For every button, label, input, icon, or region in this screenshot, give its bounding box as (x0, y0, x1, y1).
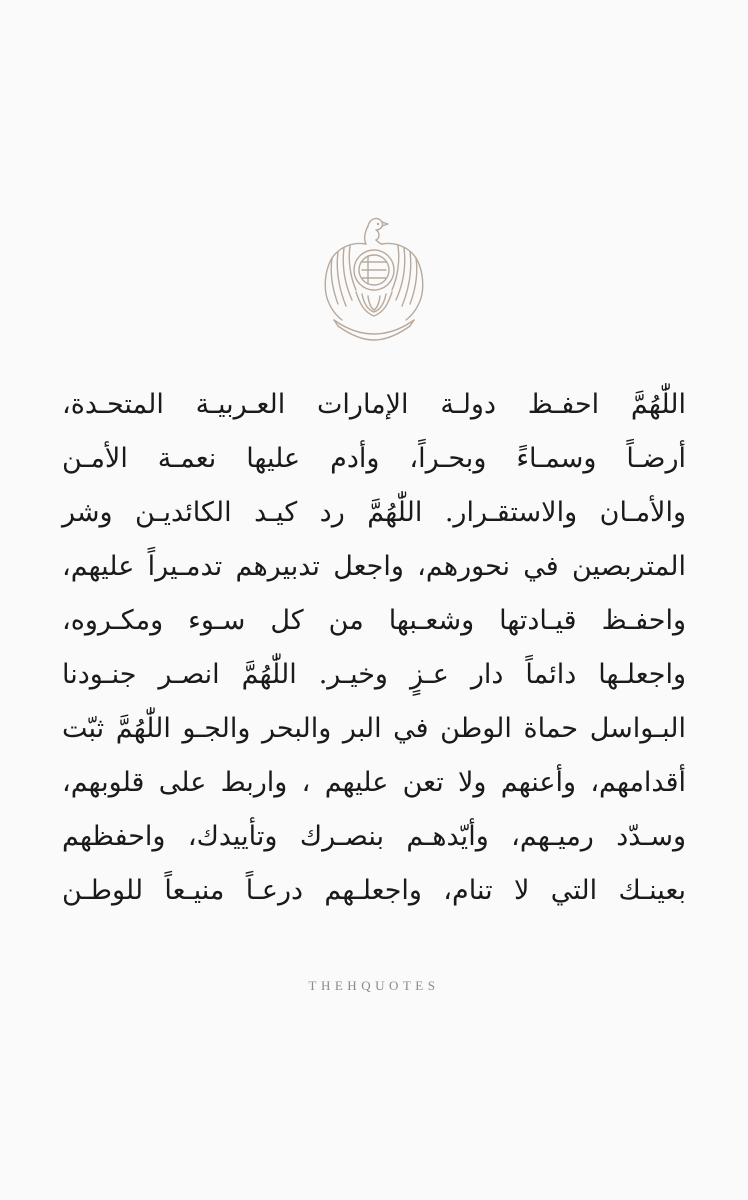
prayer-line-7: البـواسل حماة الوطن في البر والبحر والجـو اللّٰهُمَّ ثبّت (62, 713, 686, 744)
prayer-line-9: وسـدّد رميـهم، وأيّدهـم بنصـرك وتأييدك، واحفظهم (62, 821, 686, 852)
prayer-line-1: اللّٰهُمَّ احفـظ دولـة الإمارات العـربيـة المتحـدة، (62, 389, 686, 420)
prayer-line-8: أقدامهم، وأعنهم ولا تعن عليهم ، واربط على قلوبهم، (62, 767, 686, 798)
uae-emblem-icon (318, 212, 430, 342)
prayer-line-4: المتربصين في نحورهم، واجعل تدبيرهم تدمـيراً عليهم، (62, 551, 686, 582)
prayer-line-5: واحفـظ قيـادتها وشعـبها من كل سـوء ومكـروه، (62, 605, 686, 636)
prayer-line-3: والأمـان والاستقـرار. اللّٰهُمَّ رد كيـد الكائديـن وشر (62, 497, 686, 528)
prayer-line-6: واجعلـها دائماً دار عـزٍ وخيـر. اللّٰهُمَّ انصـر جنـودنا (62, 659, 686, 690)
prayer-text (62, 378, 686, 918)
prayer-line-2: أرضـاً وسمـاءً وبحـراً، وأدم عليها نعمـة الأمـن (62, 443, 686, 474)
prayer-line-10: بعينـك التي لا تنام، واجعلـهم درعـاً منيـعاً للوطـن (62, 875, 686, 906)
signature-watermark: THEHQUOTES (308, 978, 440, 993)
